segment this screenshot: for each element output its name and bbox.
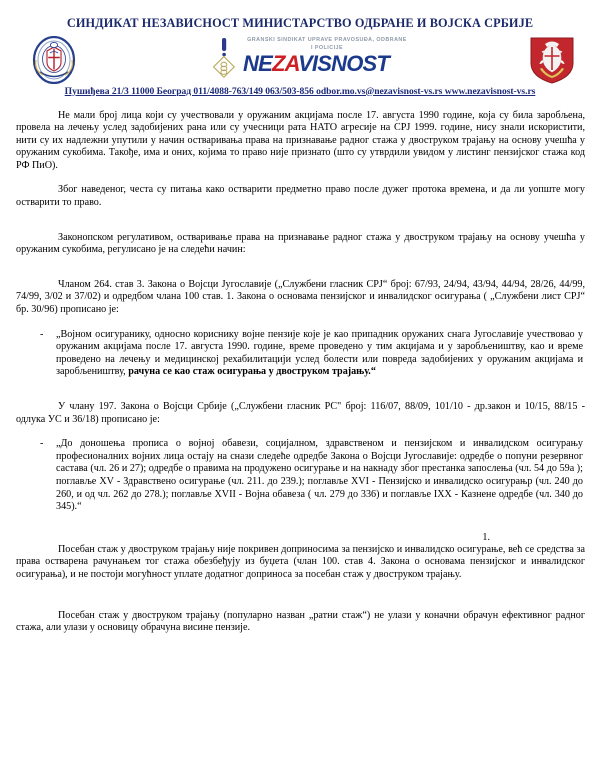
logo-wordmark-part1: NE: [243, 50, 272, 76]
bullet-item-2: [16, 438, 585, 514]
paragraph-4: Чланом 264. став 3. Закона о Војсци Југославије („Службени гласник СРЈ“ број: 67/93, 24/94, 43/94, 44/94, 28/26, 44/99, 74/99, 3/02 и 37/02) и одредбом члана 100 став. 1. Закона о основама пензијског и инвалидског осигурања ( „Службени лист СРЈ“ бр. 30/96) прописано је:: [16, 278, 585, 316]
paragraph-1: Не мали број лица који су учествовали у оружаним акцијама после 17. августа 1990 године, која су била заробљена, провела на лечењу услед задобијених рана или су учесници рата НАТО агресије на СРЈ 1999. године, нису знали искористити, нити су их надлежни упутили у начин остваривања права на признавање радног стажа у двоструком трајању на основу учешћа у оружаним сукобима. Такође, има и оних, којима то право није признато (што су утврдили увидом у листинг пензијског стажа код РФ ПиО).: [16, 109, 585, 171]
paragraph-2: Због наведеног, честа су питања како остварити предметно право после дужег протока времена, и да ли уопште могу остварити то право.: [16, 184, 585, 209]
logo-tagline: GRANSKI SINDIKAT UPRAVE PRAVOSUĐA, ODBRANE I POLICIJE: [247, 36, 407, 51]
document-body: [0, 97, 600, 635]
logo-wordmark-part2: VISNOST: [298, 50, 390, 76]
page-number: 1.: [482, 531, 490, 543]
logo-torch-icon: [209, 37, 239, 81]
paragraph-5: У члану 197. Закона о Војсци Србије („Службени гласник РС" број: 116/07, 88/09, 101/10 - др.закон и 10/15, 88/15 - одлука УС и 36/18) прописано је:: [16, 401, 585, 425]
logo-wordmark-accent: ZA: [271, 50, 299, 76]
bullet-text: „До доношења прописа о војној обавези, социјалном, здравственом и пензијском и инвалидском осигурању професионалних војних лица остају на снази следеће одредбе Закона о Војсци Југославије: одредбе о попуни резервног састава (чл. 26 и 27); одредбе о правима на продужено осигурање и на накнаду због престанка запослења (чл. 54 до 59а ); поглавље XV - Здравствено осигурање (чл. 211. до 239.); поглавље XVI - Пензијско и инвалидско осигурањр (чл. 240 до 260, и од чл. 262 до 278.); поглавље XVII - Војна обавеза ( чл. 279 до 336) и поглавље IXX - Казнене одредбе (чл. 340 до 345).“: [56, 438, 583, 513]
ministry-of-defence-emblem: [26, 36, 82, 84]
paragraph-spacer: [16, 582, 585, 610]
paragraph-7: Посебан стаж у двоструком трајању (популарно назван „ратни стаж“) не улази у коначни обрачун ефективног радног стажа, али улази у основицу обрачуна висине пензије.: [16, 609, 585, 634]
contact-line[interactable]: Пушиђева 21/3 11000 Београд 011/4088-763/149 063/503-856 odbor.mo.vs@nezavisnost-vs.rs www.nezavisnost-vs.rs: [64, 85, 536, 97]
page-title: СИНДИКАТ НЕЗАВИСНОСТ МИНИСТАРСТВО ОДБРАНЕ И ВОЈСКА СРБИЈЕ: [66, 16, 534, 30]
bullet-item-1: [16, 329, 585, 379]
bullet-1-text-bold: рачуна се као стаж осигурања у двоструком трајању.“: [128, 366, 376, 378]
bullet-dash: -: [40, 438, 44, 450]
bullet-text: [56, 329, 585, 379]
document-header: [0, 35, 600, 85]
bullet-dash: -: [40, 328, 44, 340]
paragraph-6: Посебан стаж у двоструком трајању није покривен доприносима за пензијско и инвалидско осигурање, већ се средства за права остварена рачунањем тог стажа обезбеђују из буџета (члан 100. став 4. Закона о основама пензијског и инвалидског осигурања), и не постоји могућност уплате додатног доприноса за посебан стаж у двоструком трајању.: [16, 543, 585, 580]
serbian-coat-of-arms: [526, 35, 578, 85]
nezavisnost-logo: [175, 35, 425, 83]
bullet-1-text-normal: „Војном осигуранику, односно кориснику војне пензије које је као припадник оружаних снага Југославије учествовао у оружаним акцијама после 17. августа 1990. године, време проведено у тим акцијама и у заробљеништву, као и време проведено на лечењу и медицинској рехабилитацији услед болести или повреда задобијених у оружаним акцијама и заробљеништву,: [56, 328, 583, 378]
paragraph-3: Законопском регулативом, остваривање права на признавање радног стажа у двоструком трајању на основу учешћа у оружаним сукобима, регулисано је на следећи начин:: [16, 231, 585, 256]
logo-wordmark: [243, 51, 389, 77]
